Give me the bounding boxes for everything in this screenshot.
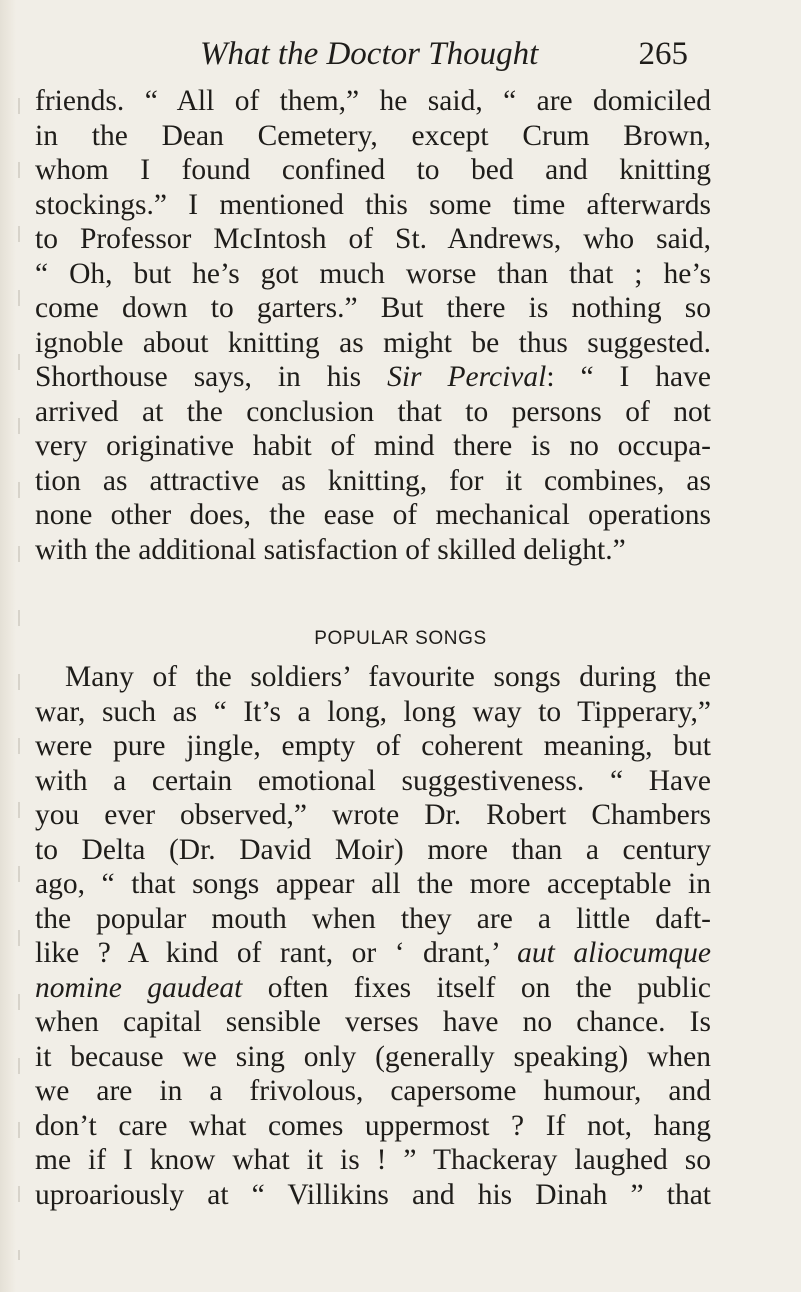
text-line: Many of the soldiers’ favourite songs during the [65, 661, 711, 693]
latin-phrase: aut aliocumque [517, 937, 711, 969]
text-line-with-latin [35, 936, 711, 971]
text-line: we are in a frivolous, capersome humour, and [35, 1075, 711, 1107]
text-line: don’t care what comes uppermost ? If not, hang [35, 1109, 711, 1142]
text-line: tion as attractive as knitting, for it combines, as [35, 464, 711, 497]
text-line: none other does, the ease of mechanical operations [35, 499, 711, 531]
paragraph-knitting [35, 84, 711, 567]
text-line: were pure jingle, empty of coherent meaning, but [35, 730, 711, 762]
text-segment: : “ I have [546, 361, 711, 393]
text-line: uproariously at “ Villikins and his Dinah ” that [35, 1178, 711, 1211]
text-line: arrived at the conclusion that to persons of not [35, 395, 711, 428]
text-line-with-latin [35, 971, 711, 1006]
text-segment: like ? A kind of rant, or ‘ drant,’ [35, 937, 518, 969]
text-line: friends. “ All of them,” he said, “ are domiciled [35, 85, 711, 117]
text-line: very originative habit of mind there is no occupa- [35, 430, 711, 462]
text-line: ago, “ that songs appear all the more acceptable in [35, 868, 711, 900]
text-line: whom I found confined to bed and knitting [35, 154, 711, 186]
text-line: to Professor McIntosh of St. Andrews, who said, [35, 223, 711, 255]
text-line: in the Dean Cemetery, except Crum Brown, [35, 119, 711, 152]
text-line: it because we sing only (generally speaking) when [35, 1040, 711, 1073]
text-line: ignoble about knitting as might be thus suggested. [35, 326, 711, 359]
text-line: “ Oh, but he’s got much worse than that ; he’s [35, 257, 711, 290]
page-header [200, 32, 688, 76]
text-line: when capital sensible verses have no chance. Is [35, 1006, 711, 1038]
running-head: What the Doctor Thought [200, 36, 539, 72]
book-title-sir-percival: Sir Percival [387, 361, 547, 393]
text-line: to Delta (Dr. David Moir) more than a century [35, 833, 711, 866]
paragraph-popular-songs [35, 660, 711, 1212]
page-number: 265 [638, 36, 688, 72]
text-line-with-title [35, 360, 711, 395]
text-line: stockings.” I mentioned this some time afterwards [35, 188, 711, 221]
latin-phrase: nomine gaudeat [35, 971, 243, 1004]
text-line: you ever observed,” wrote Dr. Robert Chambers [35, 799, 711, 831]
text-line: come down to garters.” But there is nothing so [35, 292, 711, 324]
text-line: the popular mouth when they are a little daft- [35, 902, 711, 935]
text-segment: often fixes itself on the public [242, 971, 711, 1004]
text-line: war, such as “ It’s a long, long way to Tipperary,” [35, 695, 711, 728]
text-line: with the additional satisfaction of skilled delight.” [35, 533, 626, 566]
text-line: with a certain emotional suggestiveness. “ Have [35, 764, 711, 797]
section-heading: POPULAR SONGS [314, 628, 487, 649]
text-line: me if I know what it is ! ” Thackeray laughed so [35, 1144, 711, 1176]
text-segment: Shorthouse says, in his [35, 361, 388, 393]
binding-edge-marks [18, 60, 20, 1260]
